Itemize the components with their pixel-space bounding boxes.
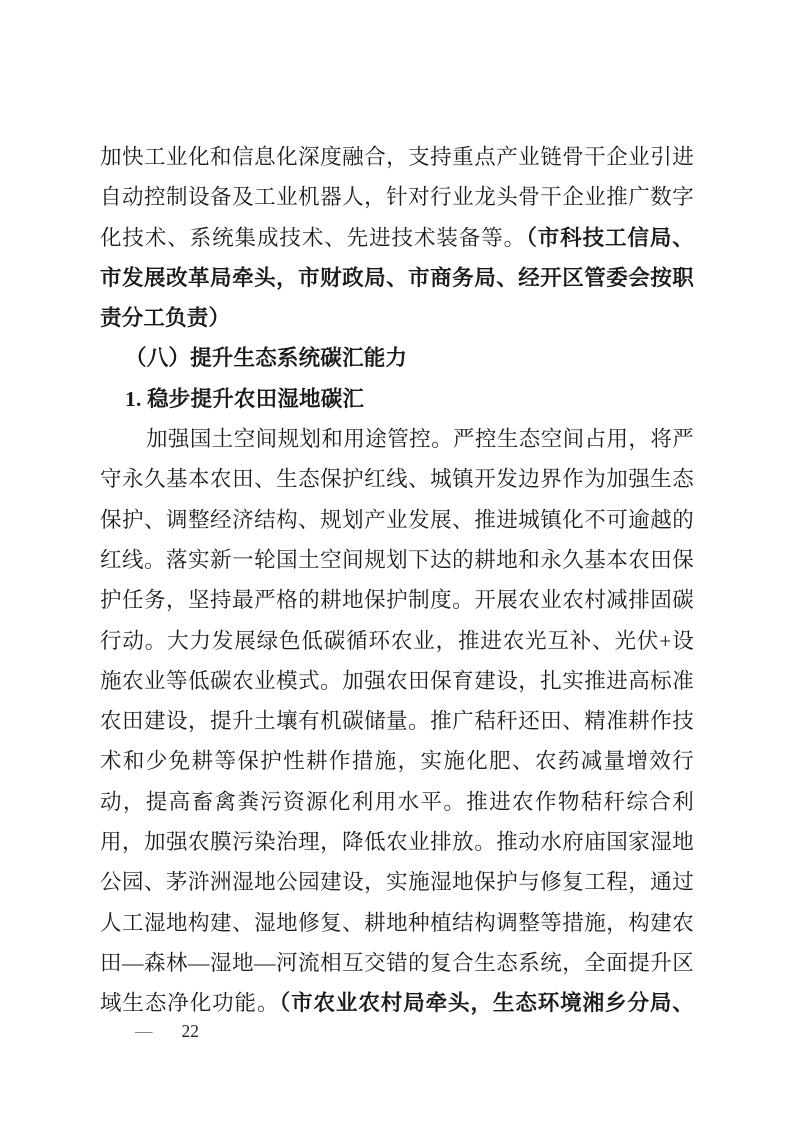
- text-line-20: [100, 903, 694, 943]
- text-line-21: [100, 943, 694, 983]
- text-line-22: [100, 983, 694, 1023]
- text-line-10: [100, 500, 694, 540]
- text-line-19: [100, 862, 694, 902]
- text-segment: 施农业等低碳农业模式。加强农田保育建设，扎实推进高标准: [100, 668, 694, 693]
- bold-text-segment: 1. 稳步提升农田湿地碳汇: [125, 386, 365, 411]
- footer-dash: —: [135, 1021, 153, 1041]
- bold-text-segment: （八）提升生态系统碳汇能力: [125, 346, 408, 371]
- text-segment: 人工湿地构建、湿地修复、耕地种植结构调整等措施，构建农: [100, 910, 694, 935]
- text-line-8: [100, 419, 694, 459]
- text-line-9: [100, 459, 694, 499]
- text-line-6: [100, 338, 694, 378]
- bold-text-segment: 责分工负责）: [100, 306, 231, 331]
- text-line-1: [100, 137, 694, 177]
- text-segment: 田—森林—湿地—河流相互交错的复合生态系统，全面提升区: [100, 950, 694, 975]
- page-footer: [135, 1019, 199, 1043]
- text-line-14: [100, 661, 694, 701]
- text-segment: 术和少免耕等保护性耕作措施，实施化肥、农药减量增效行: [100, 749, 694, 774]
- text-line-16: [100, 741, 694, 781]
- text-segment: 加强国土空间规划和用途管控。严控生态空间占用，将严: [146, 427, 694, 452]
- bold-text-segment: （市科技工信局、: [526, 225, 694, 250]
- text-segment: 红线。落实新一轮国土空间规划下达的耕地和永久基本农田保: [100, 547, 694, 572]
- text-line-5: [100, 298, 694, 338]
- text-segment: 行动。大力发展绿色低碳循环农业，推进农光互补、光伏+设: [100, 628, 694, 653]
- bold-text-segment: 市发展改革局牵头，市财政局、市商务局、经开区管委会按职: [100, 265, 694, 290]
- text-line-2: [100, 177, 694, 217]
- text-segment: 动，提高畜禽粪污资源化利用水平。推进农作物秸秆综合利: [100, 789, 694, 814]
- text-segment: 公园、茅浒洲湿地公园建设，实施湿地保护与修复工程，通过: [100, 870, 694, 895]
- text-line-7: [100, 379, 694, 419]
- bold-text-segment: （市农业农村局牵头，生态环境湘乡分局、: [279, 991, 694, 1016]
- page-number: 22: [181, 1021, 199, 1041]
- text-line-3: [100, 218, 694, 258]
- text-segment: 农田建设，提升土壤有机碳储量。推广秸秆还田、精准耕作技: [100, 709, 694, 734]
- text-line-13: [100, 621, 694, 661]
- text-line-12: [100, 580, 694, 620]
- text-line-17: [100, 782, 694, 822]
- text-segment: 用，加强农膜污染治理，降低农业排放。推动水府庙国家湿地: [100, 830, 694, 855]
- text-segment: 域生态净化功能。: [100, 991, 280, 1016]
- text-line-11: [100, 540, 694, 580]
- text-segment: 护任务，坚持最严格的耕地保护制度。开展农业农村减排固碳: [100, 588, 694, 613]
- document-body: [100, 137, 694, 1024]
- text-segment: 守永久基本农田、生态保护红线、城镇开发边界作为加强生态: [100, 467, 694, 492]
- text-segment: 保护、调整经济结构、规划产业发展、推进城镇化不可逾越的: [100, 507, 694, 532]
- text-line-4: [100, 258, 694, 298]
- text-line-15: [100, 701, 694, 741]
- text-segment: 化技术、系统集成技术、先进技术装备等。: [100, 225, 527, 250]
- text-segment: 自动控制设备及工业机器人，针对行业龙头骨干企业推广数字: [100, 185, 694, 210]
- text-segment: 加快工业化和信息化深度融合，支持重点产业链骨干企业引进: [100, 145, 694, 169]
- text-line-18: [100, 822, 694, 862]
